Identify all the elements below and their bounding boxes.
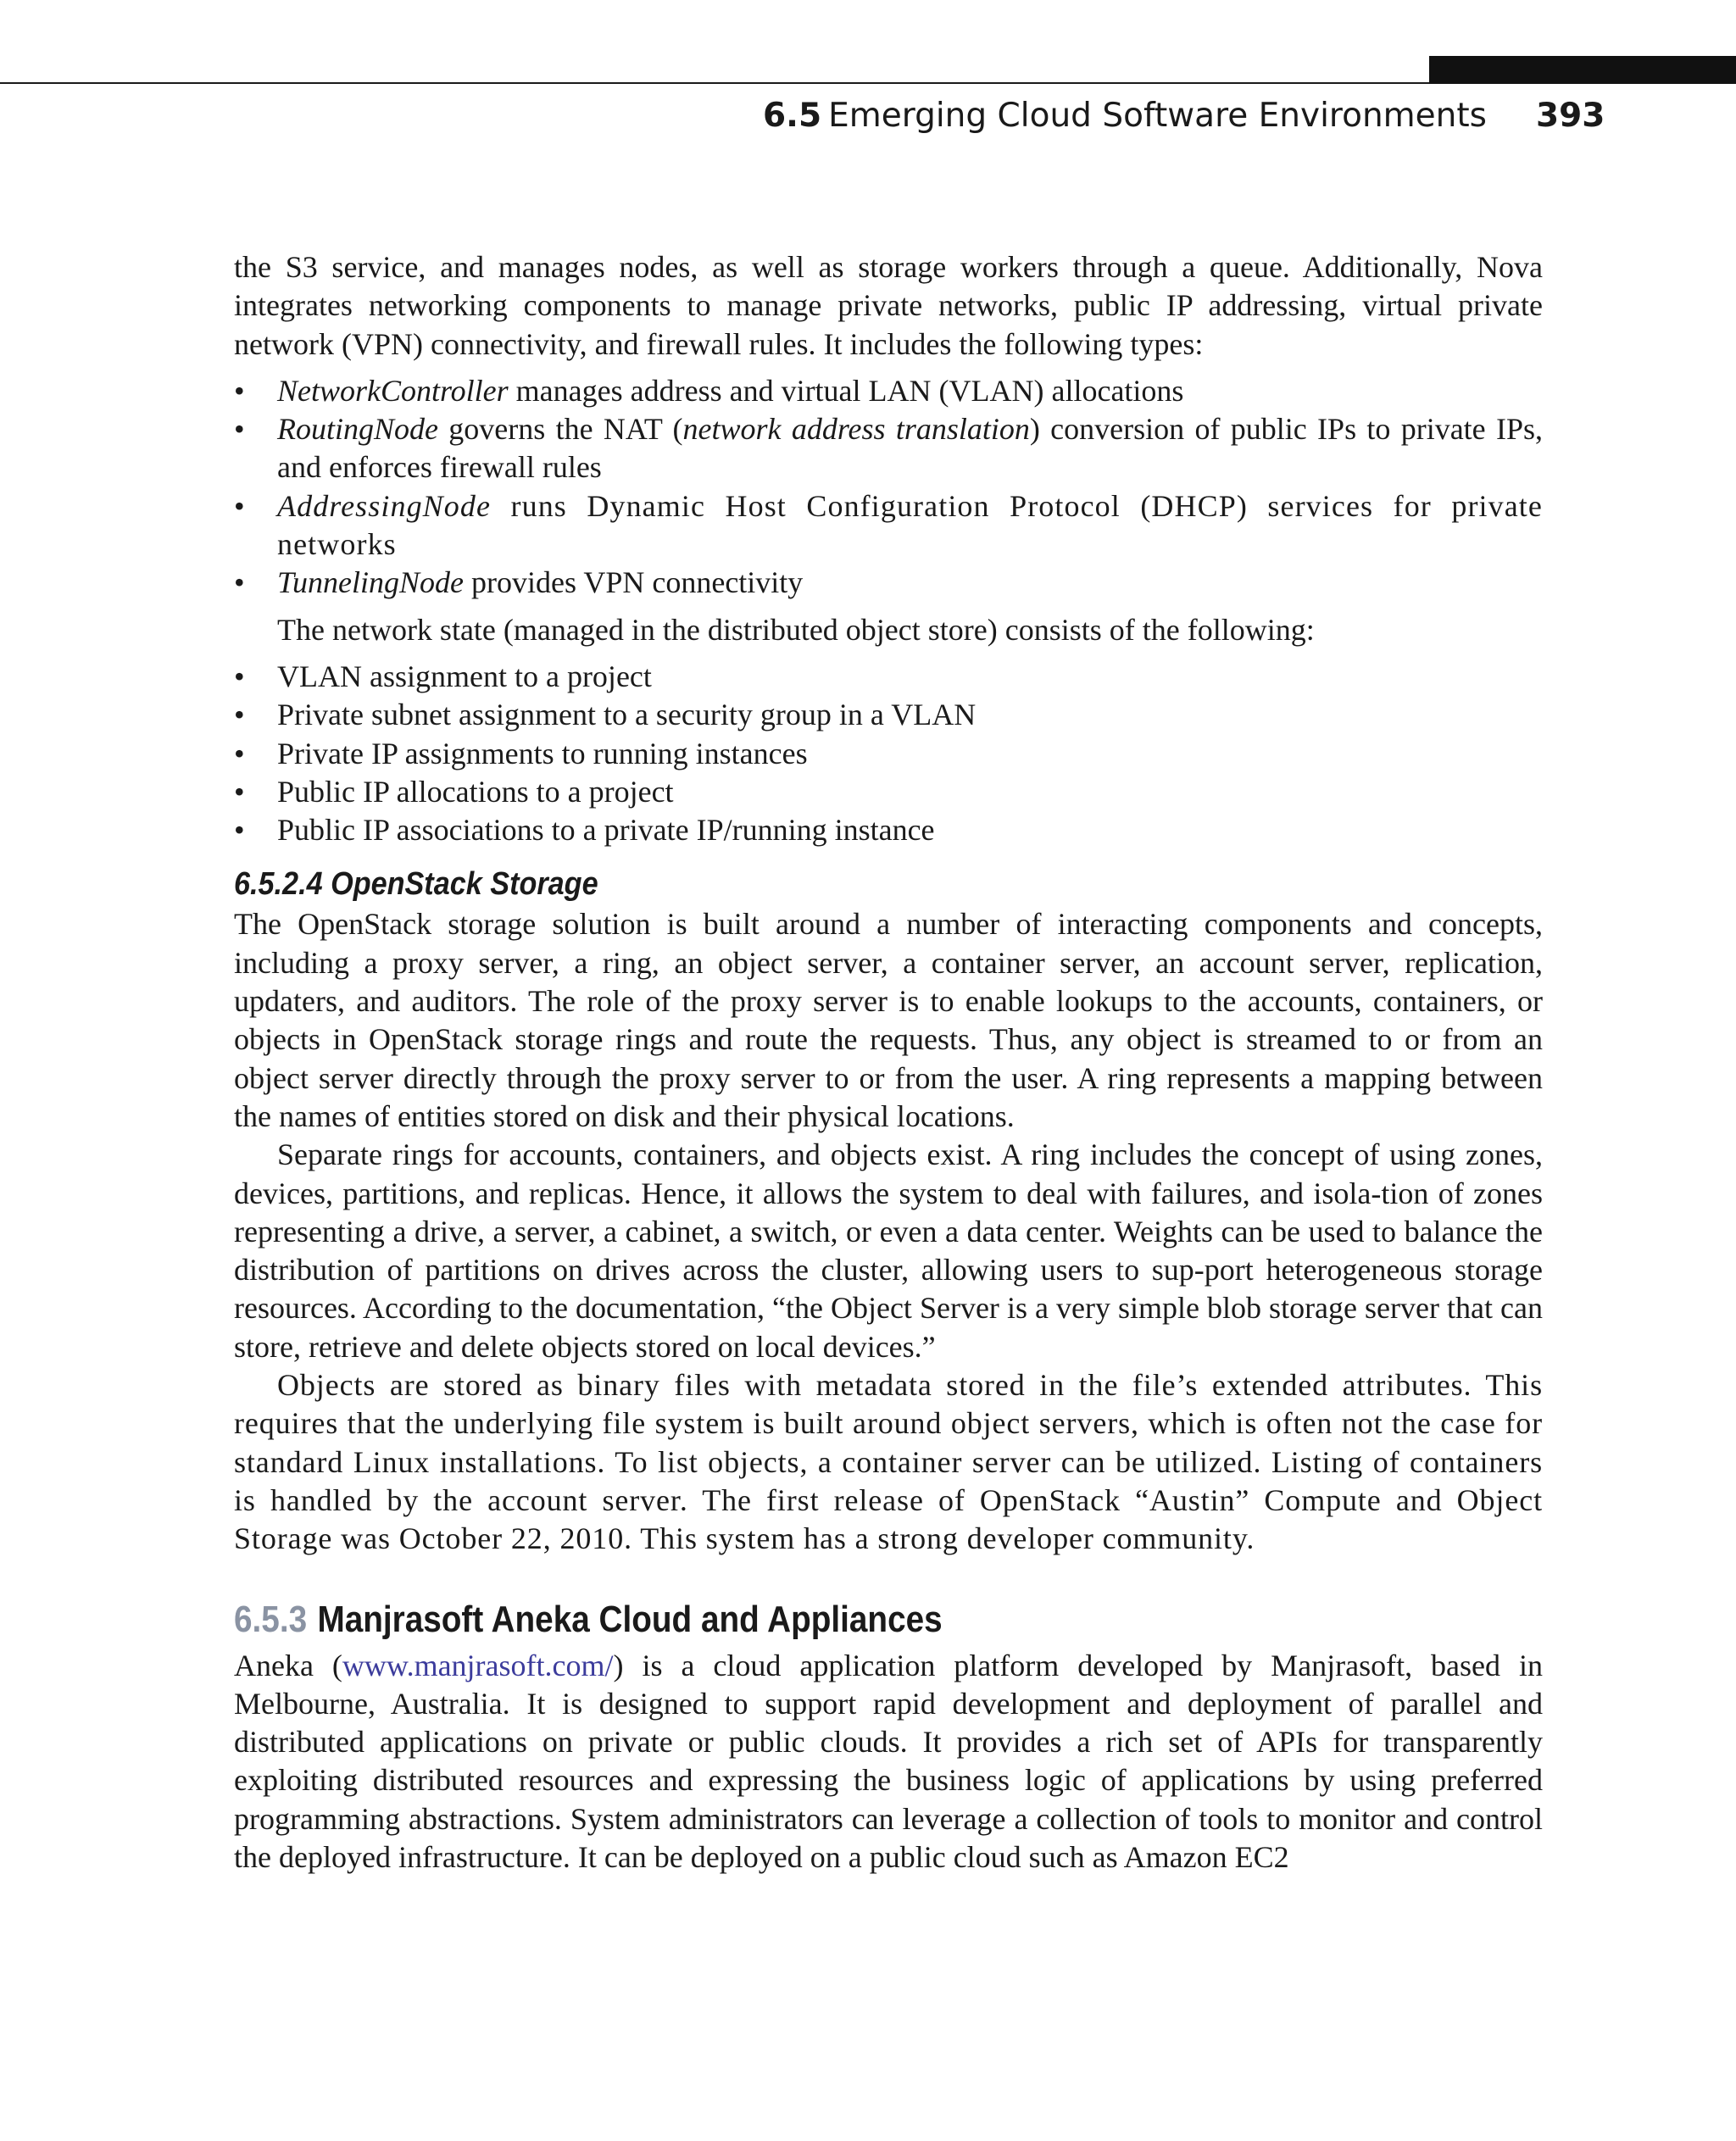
section-number: 6.5.3	[234, 1598, 308, 1640]
list-item	[234, 564, 1543, 602]
aneka-text: Aneka (	[234, 1648, 342, 1682]
bullet-icon: •	[234, 736, 245, 770]
network-state-list	[234, 658, 1543, 849]
term: RoutingNode	[277, 412, 438, 447]
page-body	[234, 248, 1543, 1877]
item-text: VLAN assignment to a project	[277, 659, 652, 693]
term: NetworkController	[277, 373, 509, 408]
item-text: manages address and virtual LAN (VLAN) allocations	[508, 373, 1184, 408]
node-types-list	[234, 372, 1543, 603]
list-item	[234, 410, 1543, 487]
bullet-icon: •	[234, 659, 245, 693]
bullet-icon: •	[234, 774, 245, 809]
item-text: Private subnet assignment to a security group in a VLAN	[277, 698, 976, 732]
list-item	[234, 487, 1543, 564]
item-text: ) conversion of public IPs to private IPs, and enforces firewall rules	[277, 412, 1544, 485]
bullet-icon: •	[234, 565, 245, 600]
section-title: Manjrasoft Aneka Cloud and Appliances	[317, 1598, 943, 1640]
aneka-text: ) is a cloud application platform developed by Manjrasoft, based in Melbourne, Australia. It is designed to support rapid development and deployment of parallel and distributed applications on private or public clouds. It provides a rich set of APIs for transparently exploiting distributed resources and expressing the business logic of applications by using preferred programming abstractions. System administrators can leverage a collection of tools to monitor and control the deployed infrastructure. It can be deployed on a public cloud such as Amazon EC2	[234, 1648, 1543, 1874]
running-head-section-number: 6.5	[763, 97, 822, 135]
term: AddressingNode	[277, 488, 492, 523]
aneka-paragraph	[234, 1647, 1543, 1877]
item-text: runs Dynamic Host Configuration Protocol (DHCP) services for private networks	[277, 488, 1543, 562]
subsection-heading-openstack-storage: 6.5.2.4 OpenStack Storage	[234, 866, 598, 903]
list-item	[234, 773, 1543, 811]
term: network address translation	[682, 412, 1030, 447]
running-head-section-title: Emerging Cloud Software Environments	[828, 97, 1487, 135]
list-item	[234, 811, 1543, 849]
manjrasoft-link[interactable]: www.manjrasoft.com/	[342, 1648, 614, 1682]
storage-paragraph: The OpenStack storage solution is built around a number of interacting components and concepts, including a proxy server, a ring, an object server, a container server, an account server, replication, updaters, and auditors. The role of the proxy server is to enable lookups to the accounts, containers, or objects in OpenStack storage rings and route the requests. Thus, any object is streamed to or from an object server directly through the proxy server to or from the user. A ring represents a mapping between the names of entities stored on disk and their physical locations.	[234, 907, 1543, 1133]
list-item	[234, 372, 1543, 410]
term: TunnelingNode	[277, 565, 465, 600]
header-rule-tab	[1429, 56, 1736, 84]
storage-paragraph: Objects are stored as binary files with metadata stored in the file’s extended attributes. This requires that the underlying file system is built around object servers, which is often not the case for standard Linux installations. To list objects, a container server can be utilized. Listing of containers is handled by the account server. The first release of OpenStack “Austin” Compute and Object Storage was October 22, 2010. This system has a strong developer community.	[234, 1368, 1543, 1556]
network-state-intro: The network state (managed in the distributed object store) consists of the following:	[277, 612, 1315, 647]
item-text: Public IP allocations to a project	[277, 774, 674, 809]
item-text: Public IP associations to a private IP/running instance	[277, 813, 935, 848]
bullet-icon: •	[234, 373, 245, 408]
bullet-icon: •	[234, 412, 245, 447]
running-head	[763, 95, 1605, 137]
list-item	[234, 696, 1543, 734]
item-text: governs the NAT (	[437, 412, 683, 447]
item-text: provides VPN connectivity	[464, 565, 804, 600]
bullet-icon: •	[234, 488, 246, 523]
list-item	[234, 658, 1543, 696]
intro-paragraph: the S3 service, and manages nodes, as well as storage workers through a queue. Additionally, Nova integrates networking components to manage private networks, public IP addressing, virtual private network (VPN) connectivity, and firewall rules. It includes the following types:	[234, 250, 1543, 361]
section-heading-aneka	[234, 1596, 1386, 1643]
list-item	[234, 735, 1543, 773]
item-text: Private IP assignments to running instances	[277, 736, 808, 770]
storage-paragraph: Separate rings for accounts, containers, and objects exist. A ring includes the concept of using zones, devices, partitions, and replicas. Hence, it allows the system to deal with failures, and isola-tion of zones representing a drive, a server, a cabinet, a switch, or even a data center. Weights can be used to balance the distribution of partitions on drives across the cluster, allowing users to sup-port heterogeneous storage resources. According to the documentation, “the Object Server is a very simple blob storage server that can store, retrieve and delete objects stored on local devices.”	[234, 1137, 1543, 1364]
page-number: 393	[1536, 97, 1605, 135]
bullet-icon: •	[234, 698, 245, 732]
bullet-icon: •	[234, 813, 245, 848]
